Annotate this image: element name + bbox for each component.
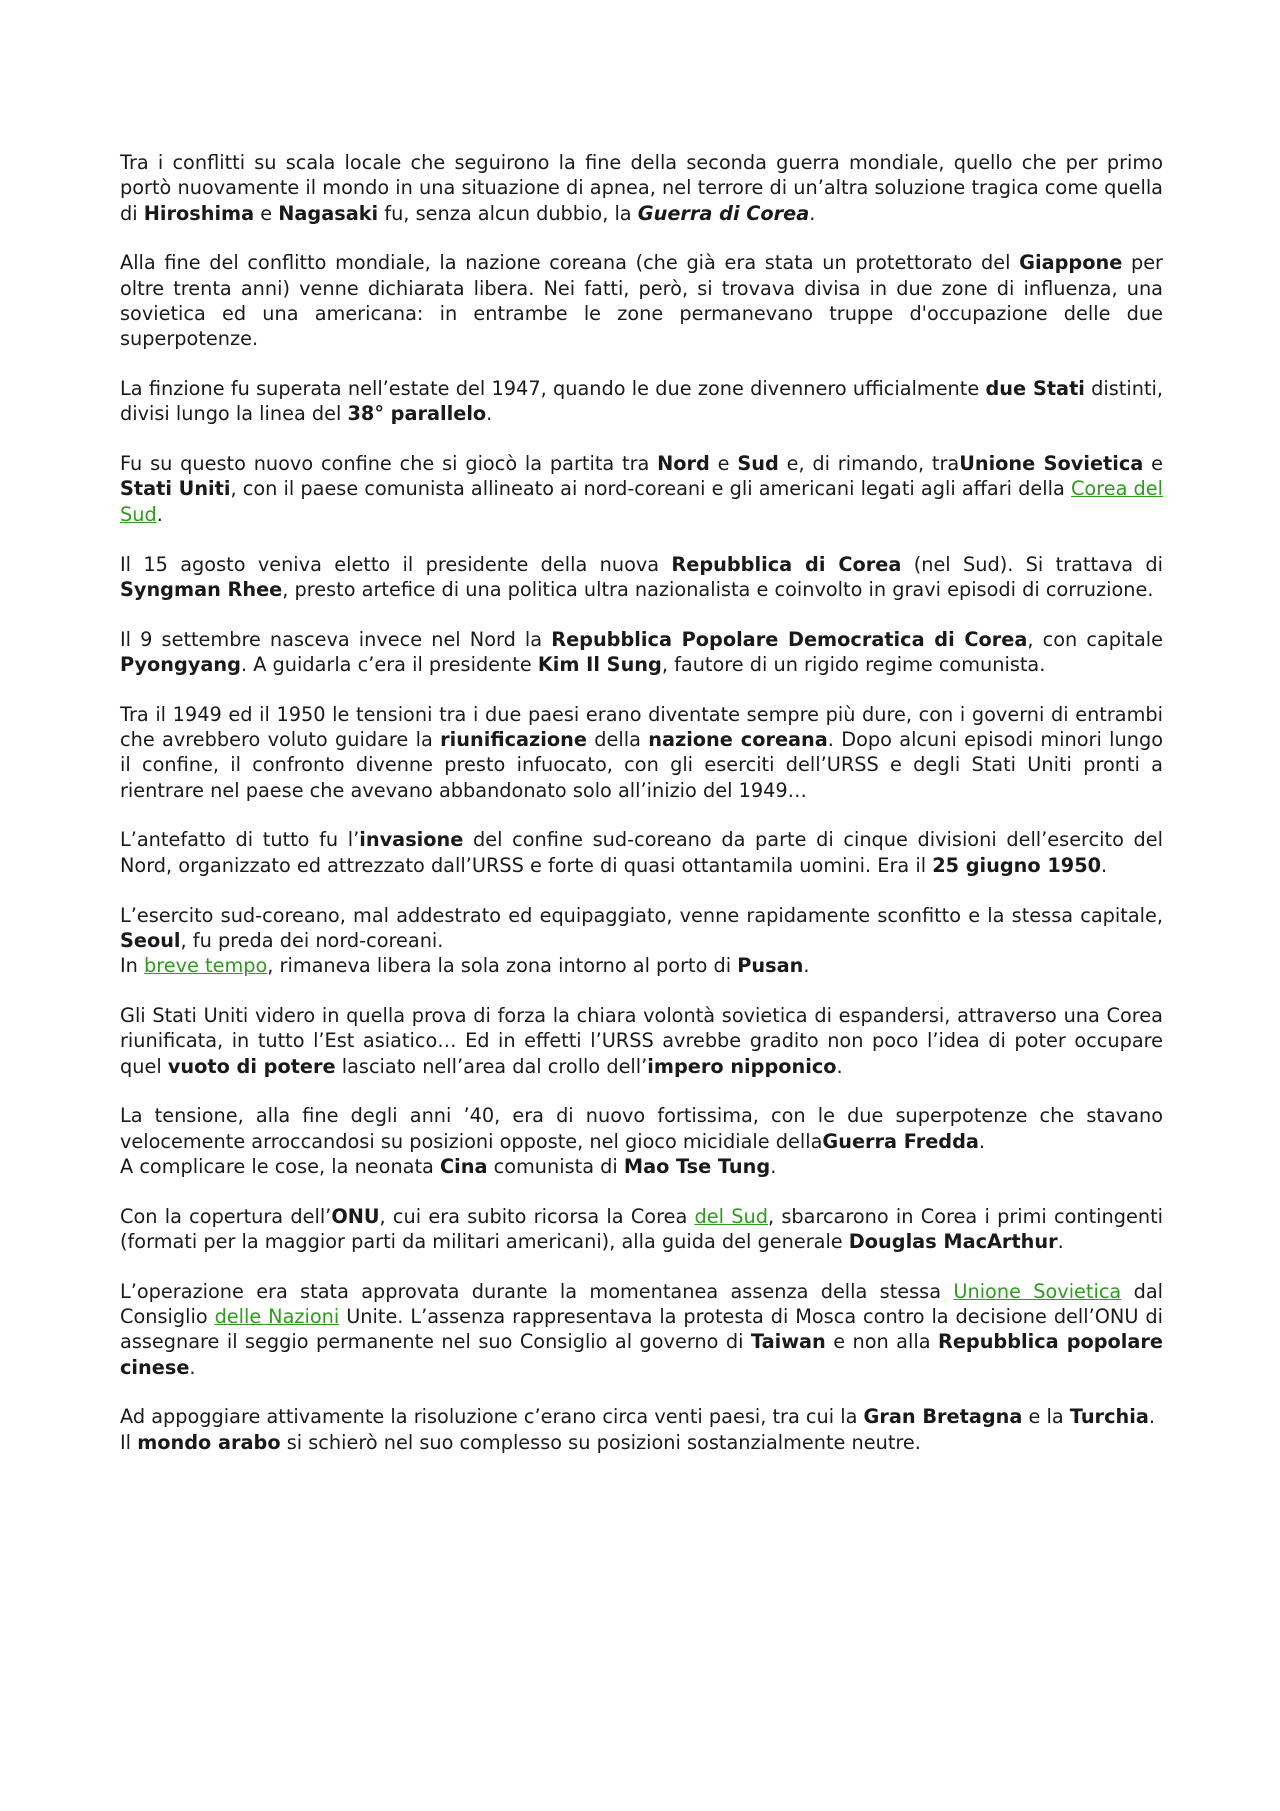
- text-link[interactable]: breve tempo: [144, 954, 268, 978]
- bold-term: due Stati: [985, 377, 1085, 401]
- text-run: comunista di: [487, 1154, 624, 1178]
- bold-term: Nagasaki: [278, 201, 379, 225]
- text-run: In: [120, 954, 145, 978]
- bold-term: nazione coreana: [648, 728, 828, 752]
- text-run: .: [1057, 1230, 1064, 1253]
- text-run: , fu preda dei nord-coreani.: [180, 928, 444, 952]
- text-run: .: [809, 201, 816, 225]
- text-run: Fu su questo nuovo confine che si giocò la partita tra: [120, 452, 658, 476]
- bold-term: Kim Il Sung: [537, 652, 662, 676]
- bold-term: Repubblica popolare cinese: [120, 1330, 1164, 1379]
- bold-term: invasione: [359, 828, 464, 852]
- text-run: .: [770, 1154, 777, 1178]
- text-run: della: [586, 728, 649, 752]
- text-run: .: [156, 502, 163, 526]
- text-run: e non alla: [825, 1330, 938, 1354]
- bold-term: Repubblica di Corea: [671, 552, 902, 576]
- text-run: .: [189, 1355, 196, 1379]
- text-run: distinti, divisi lungo la linea del: [120, 377, 1163, 426]
- text-run: Il 15 agosto veniva eletto il presidente della nuova: [120, 552, 672, 576]
- text-run: L’antefatto di tutto fu l’: [120, 828, 360, 852]
- paragraph: [120, 827, 1163, 878]
- bold-term: Syngman Rhee: [120, 577, 283, 601]
- bold-term: Repubblica Popolare Democratica di Corea: [551, 627, 1028, 651]
- text-run: .: [978, 1129, 986, 1153]
- bold-term: 25 giugno 1950: [932, 853, 1102, 877]
- text-run: Tra i conflitti su scala locale che seguirono la fine della seconda guerra mondiale, quello che per primo portò nuovamente il mondo in una situazione di apnea, nel terrore di un’altra soluzione tragica come quella di: [120, 151, 1163, 225]
- text-run: e la: [1022, 1405, 1070, 1429]
- text-run: (nel Sud). Si trattava di: [901, 552, 1163, 576]
- bold-term: Cina: [440, 1154, 488, 1178]
- paragraph: [120, 627, 1163, 678]
- text-run: Il: [120, 1430, 138, 1454]
- text-run: Alla fine del conflitto mondiale, la nazione coreana (che già era stata un protettorato del: [120, 251, 1020, 275]
- text-run: per oltre trenta anni) venne dichiarata libera. Nei fatti, però, si trovava divisa in due zone di influenza, una sovietica ed una americana: in entrambe le zone permanevano truppe d'occupazione delle due superpotenze.: [120, 251, 1163, 351]
- text-run: .: [1148, 1405, 1155, 1429]
- bold-term: Guerra Fredda: [822, 1129, 979, 1153]
- bold-italic-term: Guerra di Corea: [637, 201, 810, 225]
- text-run: .: [803, 954, 810, 978]
- paragraph: [120, 250, 1163, 351]
- text-run: lasciato nell’area dal crollo dell’: [335, 1054, 648, 1078]
- paragraph: [120, 1279, 1163, 1380]
- bold-term: vuoto di potere: [167, 1054, 336, 1078]
- bold-term: Unione Sovietica: [959, 452, 1144, 476]
- bold-term: riunificazione: [440, 728, 587, 752]
- bold-term: Seoul: [120, 928, 181, 952]
- text-run: . A guidarla c’era il presidente: [240, 652, 538, 676]
- text-run: Tra il 1949 ed il 1950 le tensioni tra i due paesi erano diventate sempre più dure, con i governi di entrambi che avrebbero voluto guidare la: [120, 702, 1163, 752]
- text-run: Gli Stati Uniti videro in quella prova di forza la chiara volontà sovietica di espandersi, attraverso una Corea riunificata, in tutto l’Est asiatico… Ed in effetti l’URSS avrebbe gradito non poco l’idea di poter occupare quel: [120, 1003, 1163, 1078]
- text-link[interactable]: Corea del Sud: [120, 477, 1163, 526]
- text-run: Ad appoggiare attivamente la risoluzione c’erano circa venti paesi, tra cui la: [120, 1405, 864, 1429]
- bold-term: Stati Uniti: [120, 477, 231, 501]
- text-link[interactable]: Unione Sovietica: [953, 1279, 1122, 1303]
- bold-term: Turchia: [1069, 1405, 1149, 1429]
- text-run: L’operazione era stata approvata durante la momentanea assenza della stessa: [120, 1279, 954, 1303]
- bold-term: 38° parallelo: [347, 402, 487, 426]
- text-link[interactable]: delle Nazioni: [214, 1305, 340, 1329]
- bold-term: Nord: [657, 452, 710, 476]
- text-run: La tensione, alla fine degli anni ’40, era di nuovo fortissima, con le due superpotenze che stavano velocemente arroccandosi su posizioni opposte, nel gioco micidiale della: [120, 1104, 1163, 1153]
- text-run: , rimaneva libera la sola zona intorno al porto di: [267, 954, 738, 978]
- bold-term: Taiwan: [750, 1330, 826, 1354]
- paragraph: [120, 451, 1163, 527]
- paragraph: [120, 150, 1163, 226]
- bold-term: Douglas MacArthur: [848, 1230, 1058, 1253]
- text-run: , con capitale: [1027, 627, 1163, 651]
- text-run: A complicare le cose, la neonata: [120, 1154, 440, 1178]
- bold-term: Pusan: [737, 954, 804, 978]
- text-run: .: [1101, 853, 1108, 877]
- text-run: dal Consiglio: [120, 1279, 1164, 1329]
- paragraph: [120, 1204, 1163, 1255]
- bold-term: ONU: [331, 1204, 380, 1228]
- text-run: .: [486, 402, 493, 426]
- text-run: La finzione fu superata nell’estate del 1947, quando le due zone divennero ufficialmente: [120, 377, 986, 401]
- bold-term: Pyongyang: [120, 652, 241, 676]
- text-run: Con la copertura dell’: [120, 1204, 332, 1228]
- text-run: e: [254, 201, 279, 225]
- text-run: , presto artefice di una politica ultra nazionalista e coinvolto in gravi episodi di corruzione.: [282, 577, 1154, 601]
- bold-term: Mao Tse Tung: [623, 1154, 771, 1178]
- text-run: del confine sud-coreano da parte di cinque divisioni dell’esercito del Nord, organizzato ed attrezzato dall’URSS e forte di quasi ottantamila uomini. Era il: [120, 828, 1163, 877]
- bold-term: impero nipponico: [647, 1054, 837, 1078]
- text-run: , cui era subito ricorsa la Corea: [379, 1204, 695, 1228]
- text-run: , fautore di un rigido regime comunista.: [661, 652, 1046, 676]
- text-run: Unite. L’assenza rappresentava la protesta di Mosca contro la decisione dell’ONU di assegnare il seggio permanente nel suo Consiglio al governo di: [120, 1305, 1163, 1354]
- bold-term: Hiroshima: [143, 201, 255, 225]
- bold-term: Gran Bretagna: [863, 1405, 1023, 1429]
- text-run: L’esercito sud-coreano, mal addestrato ed equipaggiato, venne rapidamente sconfitto e la stessa capitale,: [120, 903, 1163, 927]
- text-run: e: [1143, 452, 1163, 476]
- document-body: [120, 150, 1163, 1480]
- bold-term: mondo arabo: [137, 1430, 281, 1454]
- text-link[interactable]: del Sud: [694, 1204, 768, 1228]
- paragraph: [120, 1404, 1163, 1455]
- paragraph: [120, 903, 1163, 979]
- paragraph: [120, 702, 1163, 803]
- bold-term: Sud: [737, 452, 779, 476]
- paragraph: [120, 1103, 1163, 1179]
- text-run: fu, senza alcun dubbio, la: [378, 201, 638, 225]
- text-run: e: [709, 452, 738, 476]
- text-run: , sbarcarono in Corea i primi contingenti (formati per la maggior parti da militari americani), alla guida del generale: [120, 1204, 1163, 1253]
- text-run: . Dopo alcuni episodi minori lungo il confine, il confronto divenne presto infuocato, con gli eserciti dell’URSS e degli Stati Uniti pronti a rientrare nel paese che avevano abbandonato solo all’inizio del 1949…: [120, 728, 1163, 802]
- paragraph: [120, 1003, 1163, 1079]
- text-run: Il 9 settembre nasceva invece nel Nord la: [120, 627, 552, 651]
- paragraph: [120, 376, 1163, 427]
- text-run: e, di rimando, tra: [778, 452, 960, 476]
- text-run: .: [836, 1054, 843, 1078]
- paragraph: [120, 552, 1163, 603]
- bold-term: Giappone: [1019, 251, 1123, 275]
- text-run: si schierò nel suo complesso su posizioni sostanzialmente neutre.: [280, 1430, 921, 1454]
- text-run: , con il paese comunista allineato ai nord-coreani e gli americani legati agli affari della: [230, 477, 1071, 501]
